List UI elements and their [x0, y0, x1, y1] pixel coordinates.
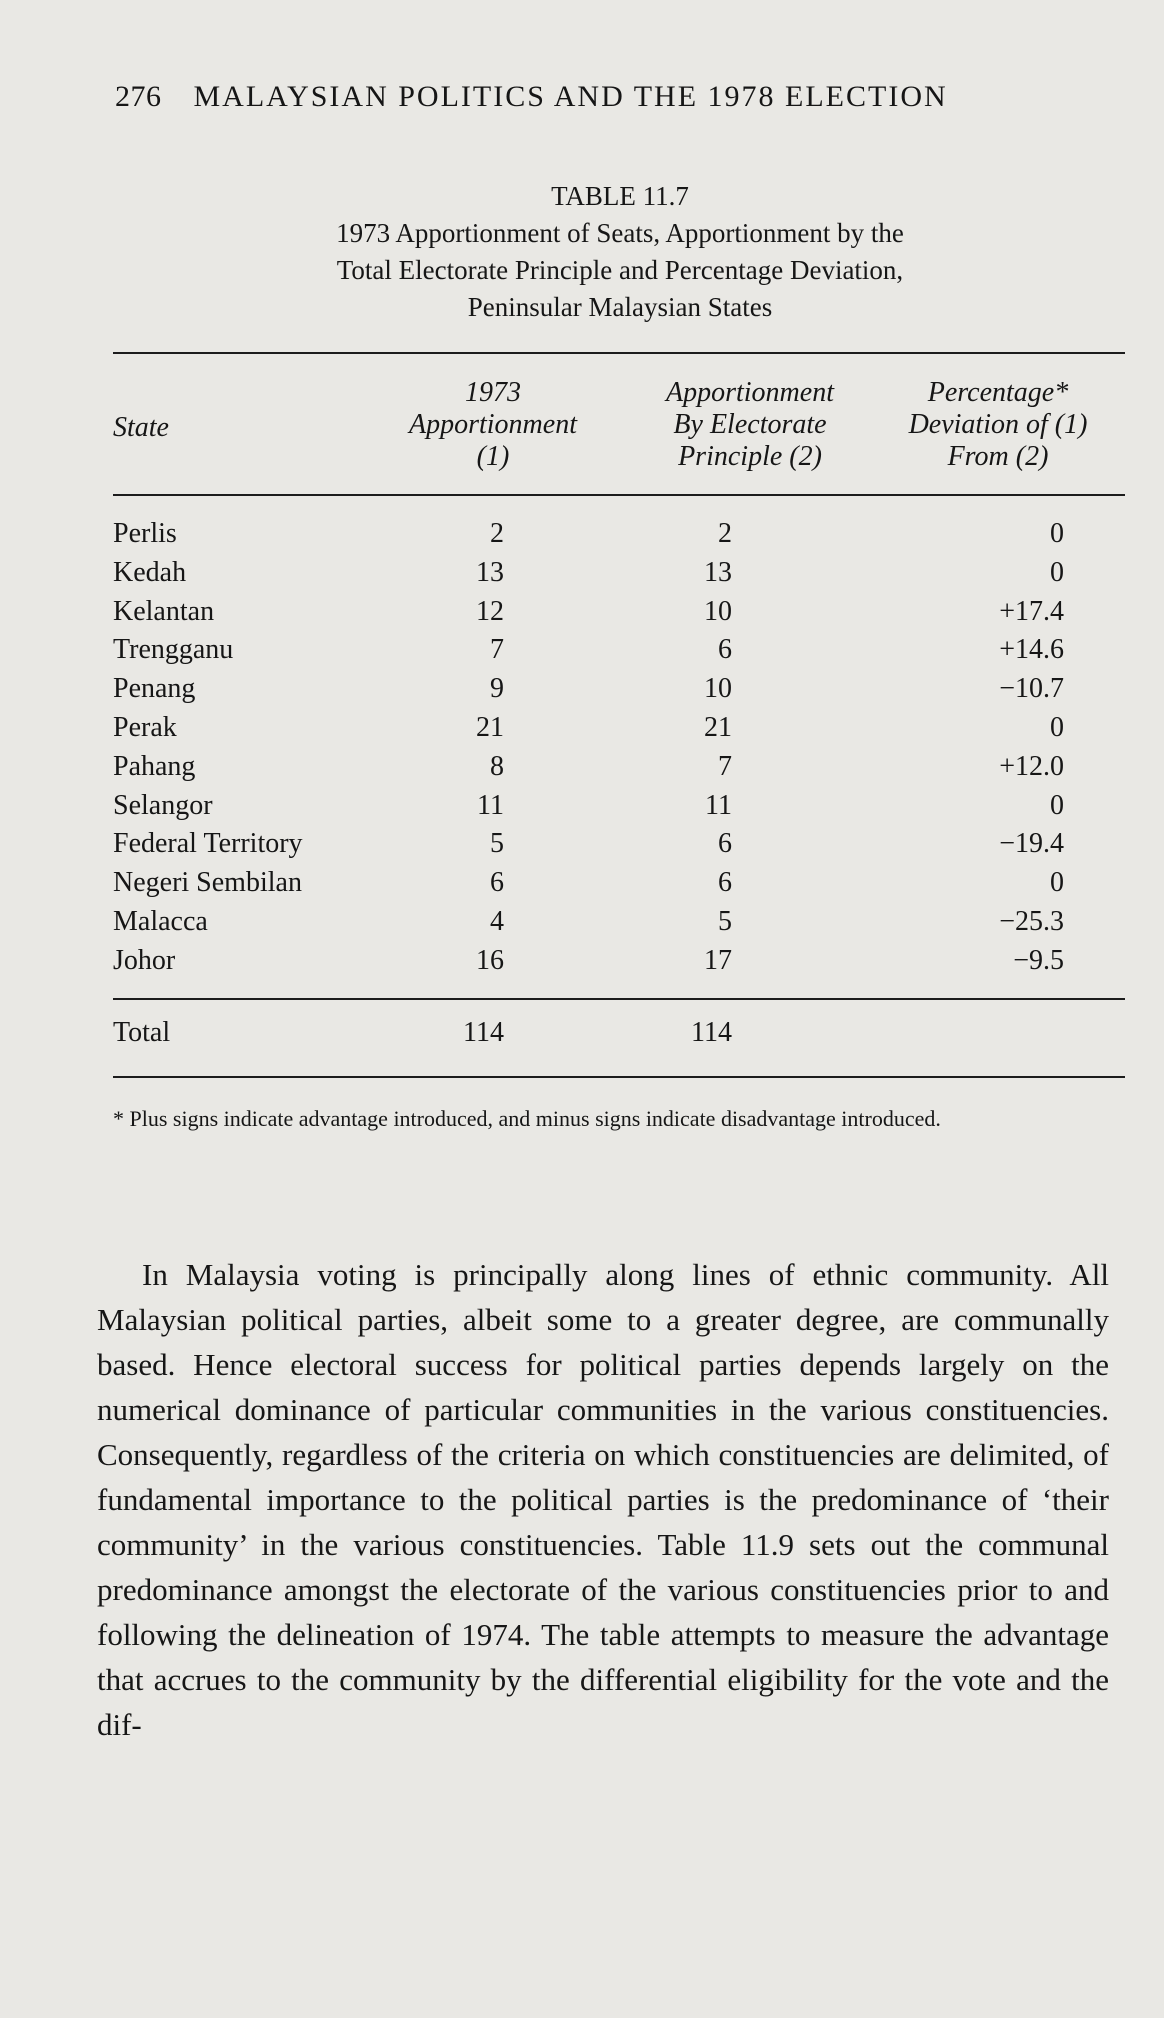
page-number: 276	[115, 80, 162, 113]
apportionment-electorate-value: 6	[718, 828, 732, 859]
deviation-value: 0	[1050, 518, 1064, 549]
deviation-value: +12.0	[999, 751, 1064, 782]
body-paragraph: In Malaysia voting is principally along lines of ethnic community. All Malaysian political parties, albeit some to a greater degree, are communally based. Hence electoral success for political parties depends largely on the numerical dominance of particular communities in the various constituencies. Consequently, regardless of the criteria on which constituencies are delimited, of fundamental importance to the political parties is the predominance of ‘their community’ in the various constituencies. Table 11.9 sets out the communal predominance amongst the electorate of the various constituencies prior to and following the delineation of 1974. The table attempts to measure the advantage that accrues to the community by the differential eligibility for the vote and the dif-	[97, 1257, 1109, 1742]
column-header-deviation: Percentage* Deviation of (1) From (2)	[908, 377, 1088, 472]
state-name: Penang	[113, 673, 196, 704]
running-head	[115, 80, 948, 114]
apportionment-1973-value: 4	[490, 906, 504, 937]
apportionment-electorate-value: 6	[718, 867, 732, 898]
deviation-value: −25.3	[999, 906, 1064, 937]
table-caption	[0, 178, 1164, 326]
apportionment-electorate-value: 7	[718, 751, 732, 782]
state-name: Federal Territory	[113, 828, 303, 859]
running-title: MALAYSIAN POLITICS AND THE 1978 ELECTION	[193, 80, 948, 113]
table-top-rule	[113, 352, 1125, 354]
deviation-value: −9.5	[1013, 945, 1064, 976]
deviation-value: −10.7	[999, 673, 1064, 704]
total-label: Total	[113, 1017, 171, 1048]
table-bottom-rule	[113, 1076, 1125, 1078]
apportionment-1973-value: 11	[477, 790, 504, 821]
table-caption-line: 1973 Apportionment of Seats, Apportionment by the	[336, 218, 904, 248]
apportionment-1973-value: 2	[490, 518, 504, 549]
deviation-value: 0	[1050, 867, 1064, 898]
apportionment-electorate-value: 10	[704, 596, 732, 627]
apportionment-1973-value: 5	[490, 828, 504, 859]
total-1973: 114	[463, 1017, 504, 1048]
table-caption-line: Total Electorate Principle and Percentage Deviation,	[336, 255, 904, 285]
apportionment-electorate-value: 2	[718, 518, 732, 549]
apportionment-1973-value: 6	[490, 867, 504, 898]
state-name: Kedah	[113, 557, 187, 588]
apportionment-electorate-value: 10	[704, 673, 732, 704]
apportionment-electorate-value: 11	[705, 790, 732, 821]
state-name: Malacca	[113, 906, 208, 937]
apportionment-electorate-value: 17	[704, 945, 732, 976]
header-rule	[113, 494, 1125, 496]
state-name: Negeri Sembilan	[113, 867, 302, 898]
apportionment-1973-value: 7	[490, 634, 504, 665]
state-name: Pahang	[113, 751, 196, 782]
apportionment-1973-value: 13	[476, 557, 504, 588]
table-caption-line: Peninsular Malaysian States	[467, 292, 773, 322]
apportionment-1973-value: 9	[490, 673, 504, 704]
apportionment-electorate-value: 6	[718, 634, 732, 665]
table-label: TABLE 11.7	[551, 181, 689, 211]
state-name: Kelantan	[113, 596, 215, 627]
deviation-value: −19.4	[999, 828, 1064, 859]
table-footnote: * Plus signs indicate advantage introduced, and minus signs indicate disadvantage introduced.	[113, 1106, 941, 1131]
deviation-value: 0	[1050, 557, 1064, 588]
state-name: Selangor	[113, 790, 213, 821]
apportionment-1973-value: 16	[476, 945, 504, 976]
state-name: Johor	[113, 945, 176, 976]
column-header-state: State	[113, 412, 169, 443]
state-name: Trengganu	[113, 634, 234, 665]
column-header-1973: 1973 Apportionment (1)	[409, 377, 577, 472]
apportionment-electorate-value: 13	[704, 557, 732, 588]
apportionment-electorate-value: 5	[718, 906, 732, 937]
apportionment-1973-value: 21	[476, 712, 504, 743]
apportionment-1973-value: 12	[476, 596, 504, 627]
deviation-value: +17.4	[999, 596, 1064, 627]
total-rule	[113, 998, 1125, 1000]
column-header-electorate: Apportionment By Electorate Principle (2)	[666, 377, 834, 472]
apportionment-1973-value: 8	[490, 751, 504, 782]
deviation-value: +14.6	[999, 634, 1064, 665]
deviation-value: 0	[1050, 790, 1064, 821]
apportionment-electorate-value: 21	[704, 712, 732, 743]
deviation-value: 0	[1050, 712, 1064, 743]
state-name: Perlis	[113, 518, 177, 549]
total-electorate: 114	[691, 1017, 732, 1048]
state-name: Perak	[113, 712, 177, 743]
